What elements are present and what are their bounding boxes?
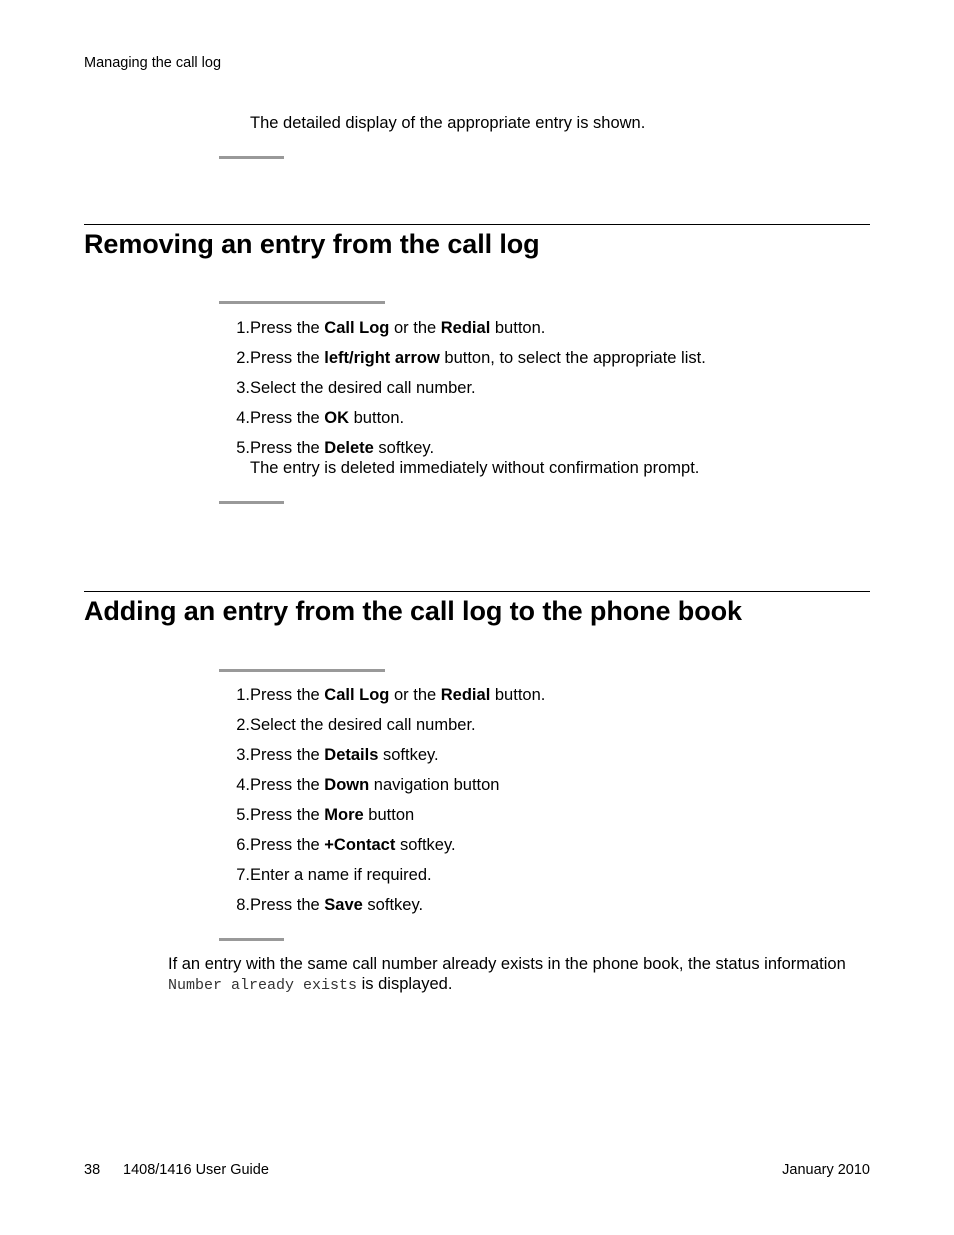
step-text: Press the Call Log or the Redial button. xyxy=(250,319,546,337)
intro-result: The detailed display of the appropriate entry is shown. xyxy=(250,114,646,132)
procedure-rule xyxy=(219,669,385,672)
step-text: Enter a name if required. xyxy=(250,866,432,884)
status-message-code: Number already exists xyxy=(168,977,358,994)
step-text: Press the Down navigation button xyxy=(250,776,500,794)
step-item xyxy=(220,348,706,368)
step-item xyxy=(220,685,546,705)
step-text: Press the Call Log or the Redial button. xyxy=(250,686,546,704)
step-number: 3. xyxy=(236,379,250,397)
step-number: 2. xyxy=(236,716,250,734)
section-divider xyxy=(84,591,870,592)
step-number: 6. xyxy=(236,836,250,854)
step-item xyxy=(220,805,415,825)
step-number: 7. xyxy=(236,866,250,884)
duplicate-note: If an entry with the same call number already exists in the phone book, the status information xyxy=(168,955,846,973)
page-number: 38 xyxy=(84,1162,101,1178)
procedure-rule xyxy=(219,301,385,304)
step-text: Press the Details softkey. xyxy=(250,746,439,764)
step-item xyxy=(220,715,476,735)
step-item xyxy=(220,438,435,458)
step-item xyxy=(220,865,432,885)
step-number: 4. xyxy=(236,776,250,794)
end-rule xyxy=(219,938,284,941)
publication-date: January 2010 xyxy=(782,1162,870,1178)
step-number: 1. xyxy=(236,686,250,704)
step-number: 1. xyxy=(236,319,250,337)
step-number: 5. xyxy=(236,439,250,457)
step-number: 2. xyxy=(236,349,250,367)
end-rule xyxy=(219,156,284,159)
step-item xyxy=(220,378,476,398)
step-item xyxy=(220,745,439,765)
step-item xyxy=(220,318,546,338)
step-item xyxy=(220,775,500,795)
step-number: 3. xyxy=(236,746,250,764)
document-title: 1408/1416 User Guide xyxy=(123,1162,269,1178)
duplicate-note-cont: Number already exists is displayed. xyxy=(168,975,453,994)
section-divider xyxy=(84,224,870,225)
step-text: Press the +Contact softkey. xyxy=(250,836,456,854)
step-text: Select the desired call number. xyxy=(250,716,476,734)
step-item xyxy=(220,895,424,915)
end-rule xyxy=(219,501,284,504)
step-text: Press the Save softkey. xyxy=(250,896,424,914)
running-header: Managing the call log xyxy=(84,55,222,71)
step-text: Press the Delete softkey. xyxy=(250,439,435,457)
step-number: 5. xyxy=(236,806,250,824)
section-title-adding: Adding an entry from the call log to the phone book xyxy=(84,596,742,626)
step-result: The entry is deleted immediately without confirmation prompt. xyxy=(250,459,700,477)
step-item xyxy=(220,408,405,428)
section-title-removing: Removing an entry from the call log xyxy=(84,229,540,259)
step-number: 8. xyxy=(236,896,250,914)
step-item xyxy=(220,835,456,855)
step-text: Press the More button xyxy=(250,806,415,824)
step-text: Press the OK button. xyxy=(250,409,405,427)
step-text: Select the desired call number. xyxy=(250,379,476,397)
step-text: Press the left/right arrow button, to select the appropriate list. xyxy=(250,349,706,367)
step-number: 4. xyxy=(236,409,250,427)
